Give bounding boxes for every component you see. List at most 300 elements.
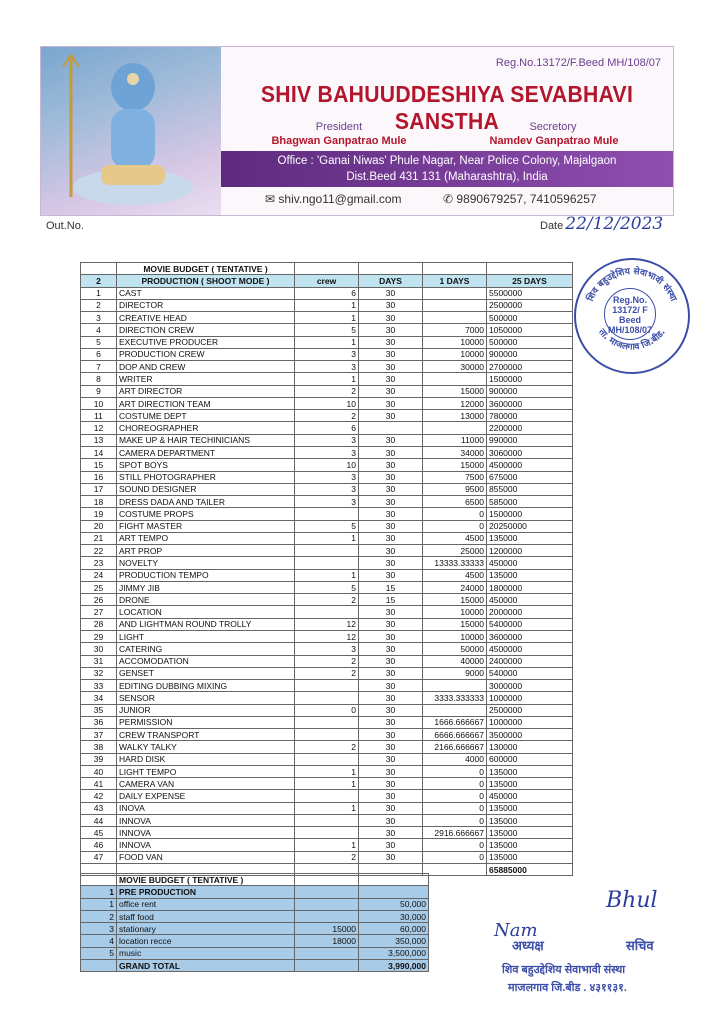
president-signature: Nam bbox=[494, 920, 538, 941]
budget-row bbox=[81, 765, 573, 777]
budget-row bbox=[81, 299, 573, 311]
budget-cell-crew: 3 bbox=[295, 348, 359, 360]
budget-cell-one: 15000 bbox=[423, 459, 487, 471]
budget-cell-one: 4500 bbox=[423, 569, 487, 581]
budget-cell-no: 47 bbox=[81, 851, 117, 863]
header-one-day: 1 DAYS bbox=[423, 275, 487, 287]
budget-cell-crew: 6 bbox=[295, 422, 359, 434]
budget-cell-total: 1000000 bbox=[487, 716, 573, 728]
budget-cell-item: PRODUCTION TEMPO bbox=[117, 569, 295, 581]
pre-cell-qty bbox=[295, 898, 359, 910]
budget-cell-one bbox=[423, 299, 487, 311]
budget-row bbox=[81, 790, 573, 802]
budget-cell-total: 2400000 bbox=[487, 655, 573, 667]
president-signature-label: अध्यक्ष bbox=[512, 938, 544, 953]
stamp-inner bbox=[604, 288, 656, 340]
budget-cell-total: 135000 bbox=[487, 778, 573, 790]
budget-cell-days: 15 bbox=[359, 594, 423, 606]
budget-row bbox=[81, 361, 573, 373]
budget-cell-one: 1666.666667 bbox=[423, 716, 487, 728]
budget-cell-total: 450000 bbox=[487, 594, 573, 606]
budget-cell-total: 900000 bbox=[487, 348, 573, 360]
budget-cell-one: 10000 bbox=[423, 606, 487, 618]
budget-cell-crew bbox=[295, 508, 359, 520]
budget-row bbox=[81, 680, 573, 692]
budget-cell-total: 5500000 bbox=[487, 287, 573, 299]
budget-cell-total: 135000 bbox=[487, 827, 573, 839]
budget-cell-total: 500000 bbox=[487, 312, 573, 324]
budget-cell-item: LIGHT bbox=[117, 630, 295, 642]
budget-cell-total: 2000000 bbox=[487, 606, 573, 618]
pre-cell-item: office rent bbox=[117, 898, 295, 910]
budget-cell-item: ART TEMPO bbox=[117, 532, 295, 544]
budget-cell-item: ART DIRECTION TEAM bbox=[117, 397, 295, 409]
office-address bbox=[221, 151, 673, 187]
budget-cell-days: 30 bbox=[359, 680, 423, 692]
budget-cell-crew: 3 bbox=[295, 643, 359, 655]
budget-row bbox=[81, 471, 573, 483]
budget-cell-no: 22 bbox=[81, 545, 117, 557]
organization-name: SHIV BAHUUDDESHIYA SEVABHAVI SANSTHA bbox=[260, 81, 634, 134]
stamp-line: MH/108/07 bbox=[607, 325, 653, 335]
budget-cell-no: 29 bbox=[81, 630, 117, 642]
pre-cell-no: 3 bbox=[81, 923, 117, 935]
phone-text: 9890679257, 7410596257 bbox=[456, 192, 597, 206]
budget-row bbox=[81, 557, 573, 569]
budget-cell-total: 1050000 bbox=[487, 324, 573, 336]
budget-cell-item: FIGHT MASTER bbox=[117, 520, 295, 532]
budget-cell-days: 30 bbox=[359, 483, 423, 495]
pre-cell-amount: 60,000 bbox=[359, 923, 429, 935]
budget-cell-no: 5 bbox=[81, 336, 117, 348]
phone-icon: ✆ bbox=[443, 192, 454, 206]
budget-cell-one: 0 bbox=[423, 839, 487, 851]
budget-cell-item: PRODUCTION CREW bbox=[117, 348, 295, 360]
budget-cell-no: 44 bbox=[81, 814, 117, 826]
budget-row bbox=[81, 667, 573, 679]
pre-cell-item: music bbox=[117, 947, 295, 959]
budget-cell-crew bbox=[295, 557, 359, 569]
budget-cell-crew: 12 bbox=[295, 618, 359, 630]
budget-cell-total: 135000 bbox=[487, 765, 573, 777]
pre-cell-no: 5 bbox=[81, 947, 117, 959]
pre-cell-qty bbox=[295, 910, 359, 922]
budget-cell-item: INNOVA bbox=[117, 839, 295, 851]
budget-cell-no: 12 bbox=[81, 422, 117, 434]
budget-cell-crew bbox=[295, 753, 359, 765]
budget-cell-item: ART DIRECTOR bbox=[117, 385, 295, 397]
budget-row bbox=[81, 545, 573, 557]
budget-row bbox=[81, 827, 573, 839]
budget-cell-total: 3500000 bbox=[487, 729, 573, 741]
budget-row bbox=[81, 459, 573, 471]
budget-cell-total: 4500000 bbox=[487, 643, 573, 655]
office-line-2: Dist.Beed 431 131 (Maharashtra), India bbox=[346, 171, 548, 183]
budget-cell-no: 45 bbox=[81, 827, 117, 839]
budget-cell-crew bbox=[295, 545, 359, 557]
secretary-label: Secretory bbox=[529, 121, 577, 133]
budget-cell-one: 30000 bbox=[423, 361, 487, 373]
seal-line-1: शिव बहुउद्देशिय सेवाभावी संस्था bbox=[502, 964, 626, 976]
budget-cell-days: 30 bbox=[359, 704, 423, 716]
budget-cell-no: 43 bbox=[81, 802, 117, 814]
budget-cell-days: 30 bbox=[359, 446, 423, 458]
budget-cell-crew: 3 bbox=[295, 434, 359, 446]
budget-cell-days: 30 bbox=[359, 312, 423, 324]
budget-cell-days: 30 bbox=[359, 532, 423, 544]
budget-cell-item: EXECUTIVE PRODUCER bbox=[117, 336, 295, 348]
budget-cell-no: 32 bbox=[81, 667, 117, 679]
pre-row bbox=[81, 947, 429, 959]
budget-row bbox=[81, 753, 573, 765]
budget-cell-item: JUNIOR bbox=[117, 704, 295, 716]
president-label: President bbox=[315, 121, 363, 133]
pre-cell-qty: 15000 bbox=[295, 923, 359, 935]
budget-cell-total: 855000 bbox=[487, 483, 573, 495]
budget-row bbox=[81, 520, 573, 532]
budget-cell-no: 25 bbox=[81, 581, 117, 593]
budget-cell-days: 30 bbox=[359, 373, 423, 385]
budget-cell-item: CHOREOGRAPHER bbox=[117, 422, 295, 434]
letterhead bbox=[40, 46, 674, 216]
budget-cell-crew: 0 bbox=[295, 704, 359, 716]
budget-row bbox=[81, 594, 573, 606]
budget-cell-no: 20 bbox=[81, 520, 117, 532]
budget-cell-item: LOCATION bbox=[117, 606, 295, 618]
budget-cell-days: 30 bbox=[359, 655, 423, 667]
budget-cell-one: 6500 bbox=[423, 496, 487, 508]
budget-cell-one: 25000 bbox=[423, 545, 487, 557]
budget-cell-no: 26 bbox=[81, 594, 117, 606]
budget-cell-crew: 1 bbox=[295, 312, 359, 324]
budget-cell-item: WALKY TALKY bbox=[117, 741, 295, 753]
budget-cell-total: 130000 bbox=[487, 741, 573, 753]
budget-cell-no: 28 bbox=[81, 618, 117, 630]
budget-cell-item: DAILY EXPENSE bbox=[117, 790, 295, 802]
budget-cell-crew: 2 bbox=[295, 851, 359, 863]
budget-cell-no: 17 bbox=[81, 483, 117, 495]
pre-cell-no: 2 bbox=[81, 910, 117, 922]
header-item: PRODUCTION ( SHOOT MODE ) bbox=[117, 275, 295, 287]
budget-row bbox=[81, 312, 573, 324]
pre-cell-qty bbox=[295, 947, 359, 959]
pre-total-value: 3,990,000 bbox=[359, 960, 429, 972]
budget-row bbox=[81, 802, 573, 814]
budget-cell-crew bbox=[295, 680, 359, 692]
budget-cell-days: 30 bbox=[359, 299, 423, 311]
pre-header-row bbox=[81, 886, 429, 898]
budget-cell-crew: 5 bbox=[295, 581, 359, 593]
budget-cell-crew: 5 bbox=[295, 324, 359, 336]
budget-cell-days: 30 bbox=[359, 618, 423, 630]
budget-row bbox=[81, 385, 573, 397]
budget-cell-item: JIMMY JIB bbox=[117, 581, 295, 593]
budget-cell-item: PERMISSION bbox=[117, 716, 295, 728]
budget-cell-one: 4500 bbox=[423, 532, 487, 544]
budget-cell-days: 30 bbox=[359, 643, 423, 655]
budget-cell-no: 39 bbox=[81, 753, 117, 765]
budget-cell-crew: 2 bbox=[295, 385, 359, 397]
budget-cell-no: 33 bbox=[81, 680, 117, 692]
budget-cell-total: 585000 bbox=[487, 496, 573, 508]
budget-cell-one: 15000 bbox=[423, 385, 487, 397]
budget-cell-item: NOVELTY bbox=[117, 557, 295, 569]
secretary-name: Namdev Ganpatrao Mule bbox=[489, 135, 619, 147]
budget-cell-item: ART PROP bbox=[117, 545, 295, 557]
budget-cell-item: CAMERA DEPARTMENT bbox=[117, 446, 295, 458]
budget-cell-total: 3000000 bbox=[487, 680, 573, 692]
budget-cell-crew: 2 bbox=[295, 667, 359, 679]
budget-cell-item: GENSET bbox=[117, 667, 295, 679]
budget-cell-days: 30 bbox=[359, 630, 423, 642]
budget-cell-item: SOUND DESIGNER bbox=[117, 483, 295, 495]
budget-cell-days: 30 bbox=[359, 324, 423, 336]
budget-cell-crew: 2 bbox=[295, 741, 359, 753]
budget-cell-total: 20250000 bbox=[487, 520, 573, 532]
budget-cell-crew: 1 bbox=[295, 778, 359, 790]
budget-row bbox=[81, 569, 573, 581]
budget-cell-one: 15000 bbox=[423, 594, 487, 606]
budget-cell-total: 2200000 bbox=[487, 422, 573, 434]
budget-row bbox=[81, 741, 573, 753]
budget-cell-total: 3600000 bbox=[487, 630, 573, 642]
budget-cell-days: 30 bbox=[359, 434, 423, 446]
budget-title-row bbox=[81, 263, 573, 275]
pre-production-table bbox=[80, 873, 429, 972]
budget-cell-crew: 12 bbox=[295, 630, 359, 642]
stamp-line: 13172/ F bbox=[612, 305, 648, 315]
budget-cell-item: INNOVA bbox=[117, 814, 295, 826]
budget-row bbox=[81, 704, 573, 716]
budget-cell-crew bbox=[295, 827, 359, 839]
budget-row bbox=[81, 324, 573, 336]
budget-cell-item: INNOVA bbox=[117, 827, 295, 839]
budget-cell-total: 3600000 bbox=[487, 397, 573, 409]
budget-cell-no: 7 bbox=[81, 361, 117, 373]
budget-cell-one: 7500 bbox=[423, 471, 487, 483]
pre-cell-no: 1 bbox=[81, 898, 117, 910]
budget-cell-one bbox=[423, 704, 487, 716]
budget-cell-one: 10000 bbox=[423, 336, 487, 348]
budget-cell-crew: 1 bbox=[295, 373, 359, 385]
budget-cell-total: 500000 bbox=[487, 336, 573, 348]
budget-row bbox=[81, 496, 573, 508]
budget-cell-crew: 1 bbox=[295, 569, 359, 581]
pre-row bbox=[81, 898, 429, 910]
budget-cell-no: 30 bbox=[81, 643, 117, 655]
budget-cell-crew: 1 bbox=[295, 532, 359, 544]
budget-cell-days: 30 bbox=[359, 606, 423, 618]
budget-cell-total: 4500000 bbox=[487, 459, 573, 471]
budget-cell-crew bbox=[295, 729, 359, 741]
budget-grand-total: 65885000 bbox=[487, 864, 573, 876]
budget-cell-crew: 1 bbox=[295, 336, 359, 348]
pre-cell-item: location recce bbox=[117, 935, 295, 947]
budget-cell-total: 450000 bbox=[487, 557, 573, 569]
budget-cell-one: 0 bbox=[423, 802, 487, 814]
budget-cell-item: DRESS DADA AND TAILER bbox=[117, 496, 295, 508]
budget-cell-total: 135000 bbox=[487, 532, 573, 544]
budget-cell-one: 34000 bbox=[423, 446, 487, 458]
budget-cell-one: 2166.666667 bbox=[423, 741, 487, 753]
budget-cell-one: 0 bbox=[423, 814, 487, 826]
budget-cell-total: 5400000 bbox=[487, 618, 573, 630]
budget-cell-total: 900000 bbox=[487, 385, 573, 397]
budget-cell-item: MAKE UP & HAIR TECHINICIANS bbox=[117, 434, 295, 446]
budget-cell-one: 40000 bbox=[423, 655, 487, 667]
budget-cell-no: 27 bbox=[81, 606, 117, 618]
budget-cell-one: 7000 bbox=[423, 324, 487, 336]
signature-block bbox=[490, 870, 710, 1000]
budget-cell-days: 30 bbox=[359, 729, 423, 741]
stamp-ring-bottom: ता. माजलगाव जि.बीड. bbox=[596, 327, 668, 353]
budget-header-row bbox=[81, 275, 573, 287]
budget-cell-one bbox=[423, 680, 487, 692]
budget-cell-days: 30 bbox=[359, 827, 423, 839]
budget-cell-total: 675000 bbox=[487, 471, 573, 483]
budget-row bbox=[81, 814, 573, 826]
budget-cell-no: 38 bbox=[81, 741, 117, 753]
budget-row bbox=[81, 630, 573, 642]
pre-row bbox=[81, 910, 429, 922]
header-days: DAYS bbox=[359, 275, 423, 287]
budget-cell-one: 0 bbox=[423, 508, 487, 520]
budget-cell-no: 36 bbox=[81, 716, 117, 728]
budget-cell-days: 30 bbox=[359, 410, 423, 422]
budget-cell-item: DRONE bbox=[117, 594, 295, 606]
header-section-number: 2 bbox=[81, 275, 117, 287]
budget-row bbox=[81, 336, 573, 348]
budget-row bbox=[81, 446, 573, 458]
secretary-signature: Bhul bbox=[606, 888, 658, 913]
budget-cell-days: 30 bbox=[359, 557, 423, 569]
budget-cell-one: 13333.33333 bbox=[423, 557, 487, 569]
budget-cell-no: 10 bbox=[81, 397, 117, 409]
production-budget-body bbox=[81, 263, 573, 876]
pre-cell-amount: 3,500,000 bbox=[359, 947, 429, 959]
pre-header-number: 1 bbox=[81, 886, 117, 898]
pre-cell-item: staff food bbox=[117, 910, 295, 922]
budget-cell-no: 42 bbox=[81, 790, 117, 802]
budget-cell-one: 0 bbox=[423, 765, 487, 777]
budget-cell-one bbox=[423, 422, 487, 434]
budget-cell-no: 41 bbox=[81, 778, 117, 790]
budget-row bbox=[81, 778, 573, 790]
budget-cell-days: 30 bbox=[359, 778, 423, 790]
budget-cell-crew: 1 bbox=[295, 299, 359, 311]
budget-cell-no: 18 bbox=[81, 496, 117, 508]
budget-cell-no: 15 bbox=[81, 459, 117, 471]
budget-cell-days: 30 bbox=[359, 508, 423, 520]
budget-row bbox=[81, 851, 573, 863]
budget-cell-no: 1 bbox=[81, 287, 117, 299]
budget-cell-no: 19 bbox=[81, 508, 117, 520]
budget-cell-one: 0 bbox=[423, 790, 487, 802]
budget-cell-crew: 5 bbox=[295, 520, 359, 532]
budget-cell-item: INOVA bbox=[117, 802, 295, 814]
budget-cell-item: COSTUME PROPS bbox=[117, 508, 295, 520]
budget-row bbox=[81, 434, 573, 446]
budget-cell-item: ACCOMODATION bbox=[117, 655, 295, 667]
budget-cell-days: 30 bbox=[359, 765, 423, 777]
budget-cell-crew: 2 bbox=[295, 594, 359, 606]
budget-cell-item: LIGHT TEMPO bbox=[117, 765, 295, 777]
budget-cell-no: 23 bbox=[81, 557, 117, 569]
production-budget-table bbox=[80, 262, 573, 876]
budget-cell-days: 30 bbox=[359, 348, 423, 360]
budget-cell-days: 30 bbox=[359, 790, 423, 802]
budget-cell-total: 990000 bbox=[487, 434, 573, 446]
budget-cell-total: 2700000 bbox=[487, 361, 573, 373]
budget-row bbox=[81, 839, 573, 851]
pre-production-body bbox=[81, 874, 429, 972]
budget-cell-no: 21 bbox=[81, 532, 117, 544]
budget-cell-no: 2 bbox=[81, 299, 117, 311]
pre-cell-amount: 350,000 bbox=[359, 935, 429, 947]
out-number-label: Out.No. bbox=[46, 220, 84, 232]
budget-cell-days: 30 bbox=[359, 802, 423, 814]
email-text: shiv.ngo11@gmail.com bbox=[278, 192, 402, 206]
budget-cell-days: 30 bbox=[359, 459, 423, 471]
budget-cell-days: 30 bbox=[359, 753, 423, 765]
budget-cell-total: 2500000 bbox=[487, 704, 573, 716]
date-value: 22/12/2023 bbox=[565, 214, 664, 234]
budget-cell-crew: 3 bbox=[295, 483, 359, 495]
budget-cell-total: 540000 bbox=[487, 667, 573, 679]
budget-cell-item: WRITER bbox=[117, 373, 295, 385]
budget-cell-crew: 2 bbox=[295, 410, 359, 422]
budget-cell-crew: 3 bbox=[295, 471, 359, 483]
stamp-line: Beed bbox=[618, 315, 641, 325]
date-field bbox=[540, 214, 663, 234]
budget-cell-one: 2916.666667 bbox=[423, 827, 487, 839]
stamp-line: Reg.No. bbox=[612, 295, 647, 305]
budget-row bbox=[81, 373, 573, 385]
budget-cell-one: 10000 bbox=[423, 348, 487, 360]
budget-cell-total: 780000 bbox=[487, 410, 573, 422]
budget-row bbox=[81, 422, 573, 434]
budget-cell-total: 1000000 bbox=[487, 692, 573, 704]
budget-cell-days: 30 bbox=[359, 569, 423, 581]
budget-cell-days: 30 bbox=[359, 741, 423, 753]
budget-cell-total: 135000 bbox=[487, 814, 573, 826]
budget-row bbox=[81, 655, 573, 667]
budget-cell-one bbox=[423, 373, 487, 385]
budget-cell-item: SENSOR bbox=[117, 692, 295, 704]
budget-cell-one: 0 bbox=[423, 778, 487, 790]
budget-cell-no: 34 bbox=[81, 692, 117, 704]
budget-cell-no: 9 bbox=[81, 385, 117, 397]
budget-cell-crew: 3 bbox=[295, 361, 359, 373]
budget-cell-crew: 1 bbox=[295, 765, 359, 777]
budget-cell-one: 3333.333333 bbox=[423, 692, 487, 704]
budget-cell-one: 6666.666667 bbox=[423, 729, 487, 741]
budget-cell-no: 31 bbox=[81, 655, 117, 667]
budget-cell-total: 600000 bbox=[487, 753, 573, 765]
budget-cell-total: 2500000 bbox=[487, 299, 573, 311]
budget-cell-days bbox=[359, 422, 423, 434]
budget-cell-total: 1200000 bbox=[487, 545, 573, 557]
budget-cell-crew bbox=[295, 790, 359, 802]
president-name: Bhagwan Ganpatrao Mule bbox=[271, 135, 407, 147]
budget-cell-no: 46 bbox=[81, 839, 117, 851]
budget-cell-item: CAST bbox=[117, 287, 295, 299]
budget-cell-no: 40 bbox=[81, 765, 117, 777]
budget-cell-crew: 3 bbox=[295, 496, 359, 508]
budget-cell-item: COSTUME DEPT bbox=[117, 410, 295, 422]
budget-cell-crew bbox=[295, 606, 359, 618]
budget-cell-days: 30 bbox=[359, 814, 423, 826]
